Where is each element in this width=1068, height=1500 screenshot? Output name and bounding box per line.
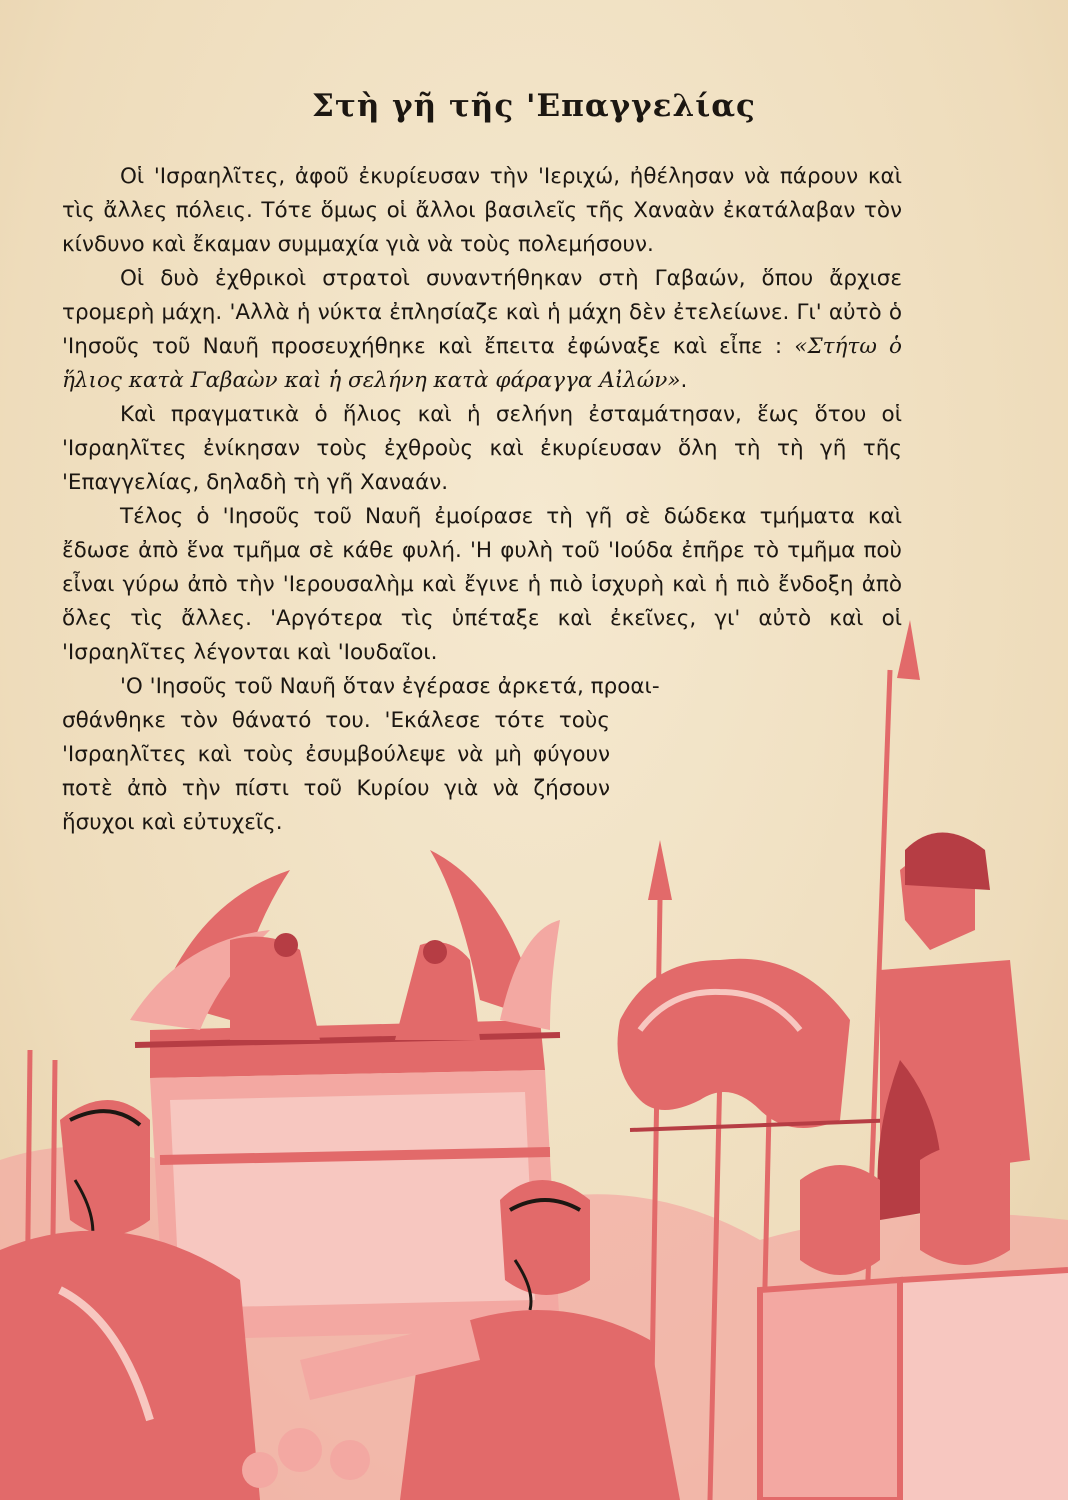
- paragraph-5-rest: σθάνθηκε τὸν θάνατό του. 'Εκάλεσε τότε τοὺς 'Ισραηλῖτες καὶ τοὺς ἐσυμβούλεψε νὰ μὴ φύγουν ποτὲ ἀπὸ τὴν πίστι τοῦ Κυρίου γιὰ νὰ ζήσουν ἥσυχοι καὶ εὐτυχεῖς.: [62, 708, 610, 835]
- spearhead-2: [897, 620, 920, 680]
- paragraph-2-text: Οἱ δυὸ ἐχθρικοὶ στρατοὶ συναντήθηκαν στὴ Γαβαών, ὅπου ἄρχισε τρομερὴ μάχη. 'Αλλὰ ἡ νύκτα ἐπλησίαζε καὶ ἡ μάχη δὲν ἐτελείωνε. Γι' αὐτὸ ὁ 'Ιησοῦς τοῦ Ναυῆ προσευχήθηκε καὶ ἔπειτα ἐφώναξε καὶ εἶπε :: [62, 266, 902, 359]
- paragraph-3: Καὶ πραγματικὰ ὁ ἥλιος καὶ ἡ σελήνη ἐσταμάτησαν, ἕως ὅτου οἱ 'Ισραηλῖτες ἐνίκησαν τοὺς ἐχθροὺς καὶ ἐκυρίευσαν ὅλη τὴ τὴ γῆ τῆς 'Επαγγελίας, δηλαδὴ τὴ γῆ Χαναάν.: [62, 402, 902, 495]
- cherub-left: [130, 870, 320, 1040]
- horse: [618, 959, 901, 1130]
- paragraph-5-line-1: 'Ο 'Ιησοῦς τοῦ Ναυῆ ὅταν ἐγέρασε ἀρκετά, προαι-: [120, 674, 660, 699]
- paragraph-2: [62, 262, 902, 398]
- joshua-quote: «Στήτω ὁ ἥλιος κατὰ Γαβαὼν καὶ ἡ σελήνη κατὰ φάραγγα Αἰλών»: [62, 334, 903, 393]
- page-title: Στὴ γῆ τῆς 'Επαγγελίας: [312, 88, 756, 124]
- paragraph-2-end: .: [680, 368, 688, 393]
- paragraph-1: Οἱ 'Ισραηλῖτες, ἀφοῦ ἐκυρίευσαν τὴν 'Ιεριχώ, ἠθέλησαν νὰ πάρουν καὶ τὶς ἄλλες πόλεις. Τότε ὅμως οἱ ἄλλοι βασιλεῖς τῆς Χαναὰν ἐκατάλαβαν τὸν κίνδυνο καὶ ἔκαμαν συμμαχία γιὰ νὰ τοὺς πολεμήσουν.: [62, 164, 902, 257]
- spearhead-1: [648, 840, 672, 900]
- paragraph-4: Τέλος ὁ 'Ιησοῦς τοῦ Ναυῆ ἐμοίρασε τὴ γῆ σὲ δώδεκα τμήματα καὶ ἔδωσε ἀπὸ ἕνα τμῆμα σὲ κάθε φυλή. 'Η φυλὴ τοῦ 'Ιούδα ἐπῆρε τὸ τμῆμα ποὺ εἶναι γύρω ἀπὸ τὴν 'Ιερουσαλὴμ καὶ ἔγινε ἡ πιὸ ἰσχυρὴ καὶ ἡ πιὸ ἔνδοξη ἀπὸ ὅλες τὶς ἄλλες. 'Αργότερα τὶς ὑπέταξε καὶ ἐκεῖνες, γι' αὐτὸ καὶ οἱ 'Ισραηλῖτες λέγονται καὶ 'Ιουδαῖοι.: [62, 504, 902, 665]
- cherub-right: [395, 850, 560, 1040]
- ark-procession-illustration: [0, 600, 1068, 1500]
